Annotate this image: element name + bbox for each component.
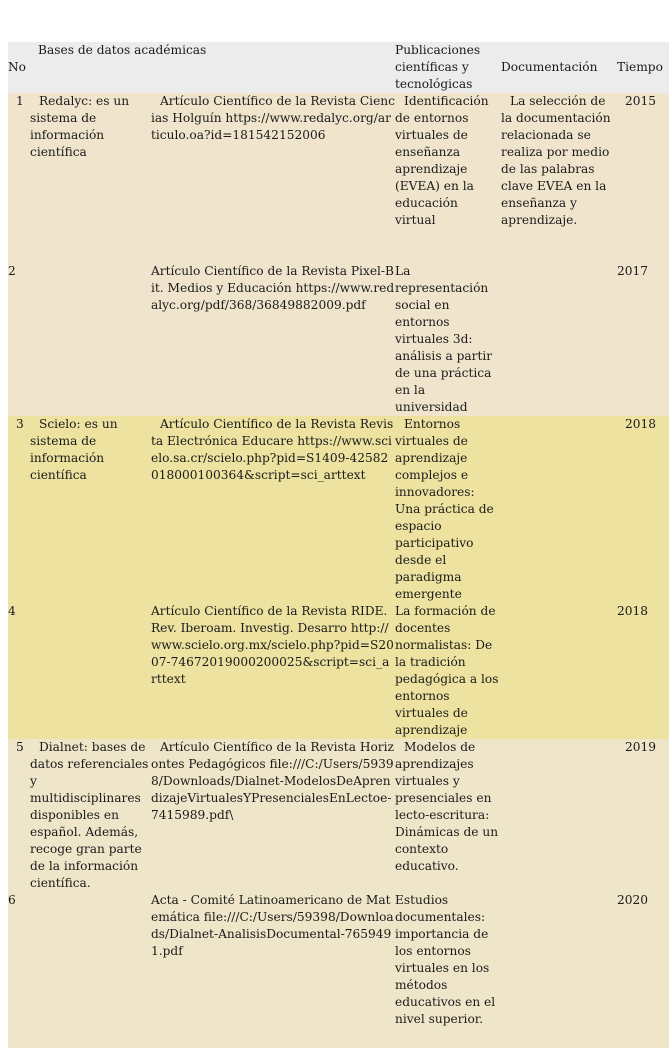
cell-database (30, 416, 151, 603)
cell-database-text: Redalyc: es un sistema de información científica (30, 94, 130, 159)
cell-time: 2018 (617, 604, 649, 618)
table-row (8, 739, 669, 892)
cell-publication: Estudios documentales: importancia de los entornos virtuales en los métodos educativos en el nivel superior. (395, 893, 496, 1026)
cell-documentation (501, 603, 614, 739)
cell-documentation (501, 93, 614, 263)
cell-document: Artículo Científico de la Revista Pixel-Bit. Medios y Educación https://www.redalyc.org/pdf/368/36849882009.pdf (151, 264, 395, 312)
cell-no: 5 (16, 740, 24, 754)
cell-publication (395, 93, 501, 263)
cell-no: 2 (8, 264, 16, 278)
table-row (8, 93, 669, 263)
cell-publication: La representación social en entornos virtuales 3d: análisis a partir de una práctica en la universidad (395, 264, 493, 414)
cell-document: Artículo Científico de la Revista RIDE. Rev. Iberoam. Investig. Desarro http://www.scielo.org.mx/scielo.php?pid=S2007-74672019000200025&script=sci_arttext (151, 604, 394, 686)
cell-time: 2020 (617, 893, 649, 907)
cell-documentation (501, 416, 614, 603)
table-header-row (8, 42, 669, 93)
cell-database (30, 739, 151, 892)
header-documentation: Documentación (501, 60, 598, 74)
document-page (8, 42, 669, 1048)
cell-documentation-text: La selección de la documentación relacionada se realiza por medio de las palabras clave EVEA en la enseñanza y aprendizaje. (501, 94, 611, 227)
header-time: Tiempo (617, 60, 663, 74)
cell-database (30, 263, 151, 416)
cell-publication-text: Entornos virtuales de aprendizaje complejos e innovadores: Una práctica de espacio participativo desde el paradigma emergente (395, 417, 494, 601)
cell-no: 6 (8, 893, 16, 907)
cell-database (30, 892, 151, 1048)
cell-document (151, 739, 395, 892)
cell-no: 1 (16, 94, 24, 108)
cell-document-text: Artículo Científico de la Revista Revista Electrónica Educare https://www.scielo.sa.cr/scielo.php?pid=S1409-42582018000100364&script=sci_arttext (151, 417, 394, 482)
cell-publication-text: Modelos de aprendizajes virtuales y presenciales en lecto-escritura: Dinámicas de un contexto educativo. (395, 740, 499, 873)
academic-databases-table (8, 42, 669, 1048)
cell-database (30, 93, 151, 263)
table-row (8, 892, 669, 1048)
cell-document (151, 93, 395, 263)
cell-publication: La formación de docentes normalistas: De la tradición pedagógica a los entornos virtuales de aprendizaje (395, 604, 499, 737)
cell-database (30, 603, 151, 739)
cell-publication-text: Identificación de entornos virtuales de enseñanza aprendizaje (EVEA) en la educación virtual (395, 94, 489, 227)
cell-documentation (501, 739, 614, 892)
header-no: No (8, 60, 27, 74)
cell-no: 3 (16, 417, 24, 431)
cell-time: 2018 (625, 417, 657, 431)
cell-database-text: Dialnet: bases de datos referenciales y multidisciplinares disponibles en español. Además, recoge gran parte de la información científica. (30, 740, 149, 890)
cell-publication (395, 416, 501, 603)
cell-document-text: Artículo Científico de la Revista Ciencias Holguín https://www.redalyc.org/articulo.oa?id=181542152006 (151, 94, 395, 142)
cell-document: Acta - Comité Latinoamericano de Matemática file:///C:/Users/59398/Downloads/Dialnet-AnalisisDocumental-7659491.pdf (151, 893, 394, 958)
cell-publication (395, 739, 501, 892)
cell-documentation (501, 263, 614, 416)
cell-database-text: Scielo: es un sistema de información científica (30, 417, 118, 482)
cell-no: 4 (8, 604, 16, 618)
table-row (8, 416, 669, 603)
cell-time: 2019 (625, 740, 657, 754)
cell-document-text: Artículo Científico de la Revista Horizontes Pedagógicos file:///C:/Users/59398/Downloads/Dialnet-ModelosDeAprendizajeVirtualesYPresencialesEnLectoe-7415989.pdf\ (151, 740, 394, 822)
cell-document (151, 416, 395, 603)
table-row (8, 603, 669, 739)
cell-documentation (501, 892, 614, 1048)
table-row (8, 263, 669, 416)
header-database-label: Bases de datos académicas (38, 43, 207, 57)
header-publications: Publicaciones científicas y tecnológicas (395, 43, 481, 91)
cell-time: 2015 (625, 94, 657, 108)
cell-time: 2017 (617, 264, 649, 278)
header-database (30, 42, 395, 93)
